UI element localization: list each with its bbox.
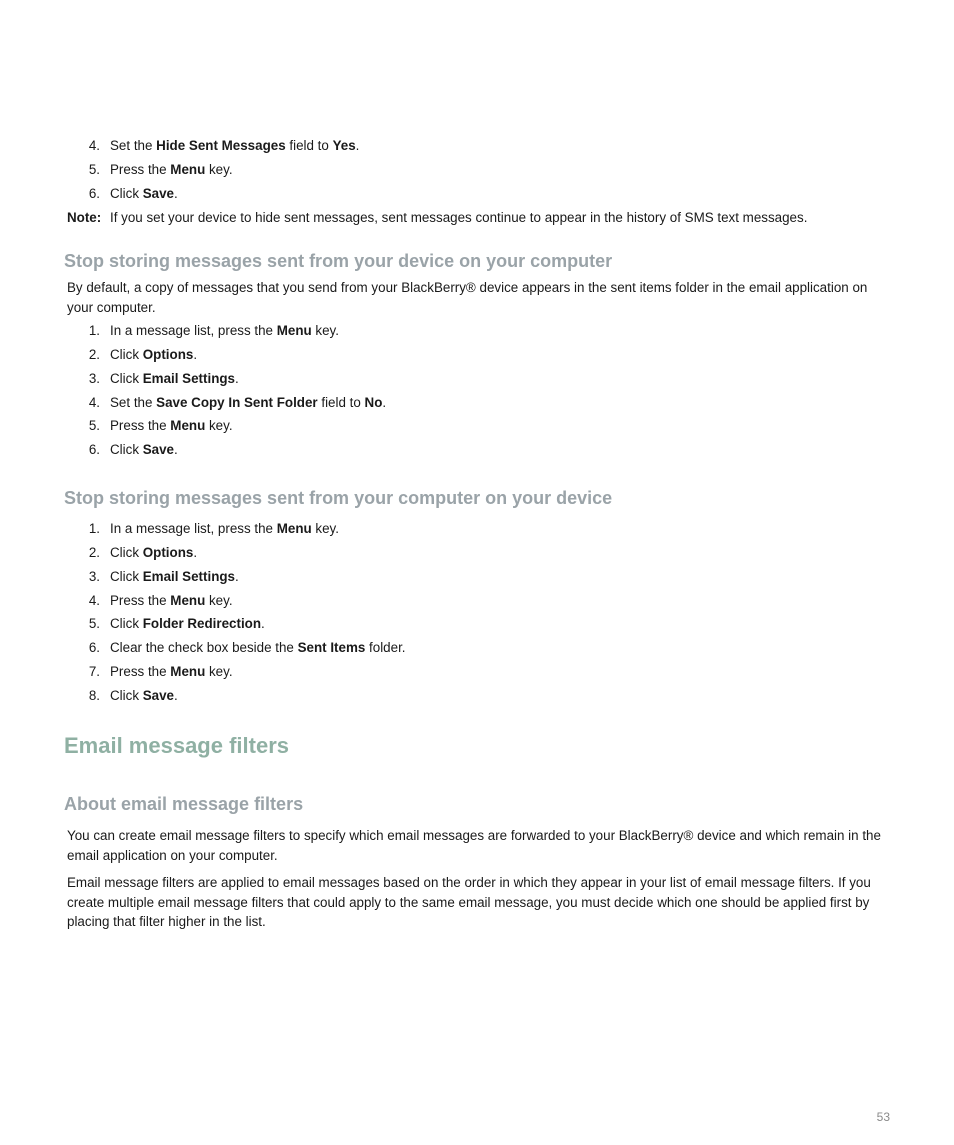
subsection-heading: About email message filters bbox=[64, 794, 304, 814]
section-heading-device-to-computer: Stop storing messages sent from your device on your computer bbox=[64, 251, 613, 271]
note bbox=[67, 208, 808, 228]
chapter-heading: Email message filters bbox=[64, 733, 290, 758]
note-text: If you set your device to hide sent messages, sent messages continue to appear in the history of SMS text messages. bbox=[110, 210, 808, 225]
document-page: 4. Set the Hide Sent Messages field to Yes. 5. Press the Menu key. 6. Click Save. Note: If you set your device to hide sent messages, sent messages continue to appear in the history of SMS text messages. Stop storing messages sent from your device on your computer By default, a copy of messages that you send from your BlackBerry® device appears in the sent items folder in the email application on your computer. 1. In a message list, press the Menu key. 2. Click Options. 3. Click Email Settings. 4. Set the Save Copy In Sent Folder field to No. 5. Press the Menu key. 6. Click Save. Stop storing messages sent from your computer on your device 1. In a message list, press the Menu key. 2. Click Options. 3. Click Email Settings. 4. Press the Menu key. 5. Click Folder Redirection. 6. Clear the check box beside the Sent Items folder. 7. Press the Menu key. 8. Click Save. Email message filters About email message filters You can create email message filters to specify which email messages are forwarded to your BlackBerry® device and which remain in the email application on your computer. Email message filters are applied to email messages based on the order in which they appear in your list of email message filters. If you create multiple email message filters that could apply to the same email message, you must decide which one should be applied first by placing that filter higher in the list. 53 bbox=[0, 0, 954, 1145]
section-heading-computer-to-device: Stop storing messages sent from your computer on your device bbox=[64, 488, 613, 508]
note-label: Note: bbox=[67, 210, 102, 225]
page-number: 53 bbox=[876, 1110, 890, 1124]
paragraph: You can create email message filters to specify which email messages are forwarded to your BlackBerry® device and which remain in the email application on your computer. bbox=[67, 828, 881, 863]
paragraph: Email message filters are applied to email messages based on the order in which they appear in your list of email message filters. If you create multiple email message filters that could apply to the same email message, you must decide which one should be applied first by placing that filter higher in the list. bbox=[67, 875, 871, 929]
section-intro: By default, a copy of messages that you send from your BlackBerry® device appears in the sent items folder in the email application on your computer. bbox=[67, 280, 868, 315]
